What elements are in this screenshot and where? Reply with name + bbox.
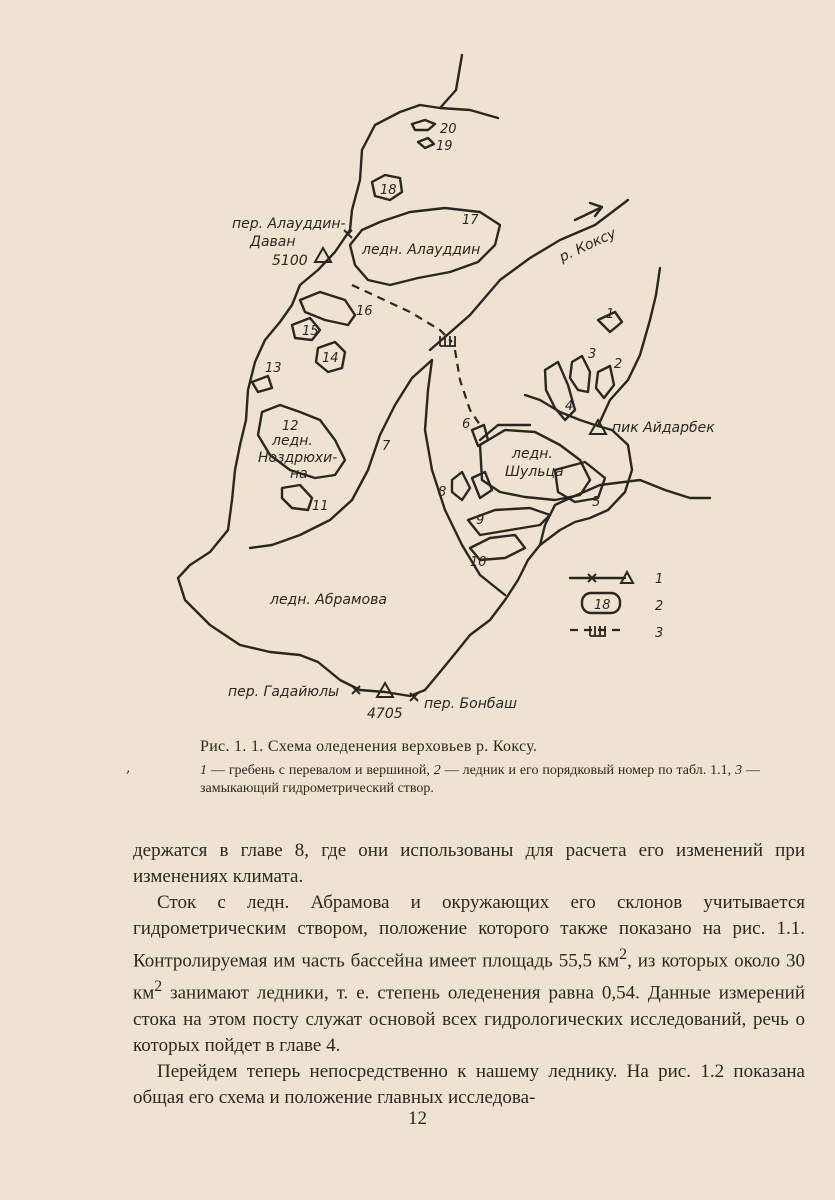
paragraph-2-part-a: Сток с ледн. Абрамова и окружающих его склонов учитывается гидрометрическим створом, положение которого также показано на рис. 1.1. Контролируемая им часть бассейна имеет площадь 55,5 км <box>133 892 805 972</box>
label-peak-aidarbek: пик Айдарбек <box>612 420 715 436</box>
ridge-aidarbek <box>598 268 660 426</box>
label-pass-alauddin-2: Даван <box>250 234 296 250</box>
figure-caption <box>200 738 760 798</box>
glacier-11-outline <box>282 485 312 510</box>
label-nozdr-2: Ноздрюхи- <box>258 450 338 466</box>
stray-mark: , <box>126 760 131 776</box>
label-elev-5100: 5100 <box>272 253 308 269</box>
page-number: 12 <box>408 1108 427 1129</box>
glacier-number-17: 17 <box>462 213 479 228</box>
glacier-13-outline <box>252 376 272 392</box>
superscript-2: 2 <box>154 978 163 996</box>
caption-body <box>200 762 760 798</box>
paragraph-2 <box>133 890 805 1059</box>
caption-num-3: 3 <box>735 763 743 778</box>
glacier-number-14: 14 <box>322 351 339 366</box>
glacier-number-19: 19 <box>436 139 453 154</box>
glacier-number-5: 5 <box>592 495 601 510</box>
glacier-number-9: 9 <box>476 513 485 528</box>
caption-text-3: — замыкающий гидрометрический створ. <box>200 763 760 796</box>
glacier-20-outline <box>412 120 435 130</box>
glacier-8-outline <box>452 472 470 500</box>
river-line <box>430 200 628 350</box>
glacier-number-8: 8 <box>438 485 447 500</box>
boundary-south <box>360 545 540 696</box>
legend-number-1: 1 <box>655 572 664 587</box>
glacier-number-6: 6 <box>462 417 471 432</box>
glacier-number-12: 12 <box>282 419 299 434</box>
glaciation-map <box>160 40 760 740</box>
label-nozdr-3: на <box>290 466 308 482</box>
glacier-19-outline <box>418 138 434 148</box>
glacier-number-11: 11 <box>312 499 329 514</box>
caption-title: Рис. 1. 1. Схема оледенения верховьев р. Коксу. <box>200 738 538 755</box>
glacier-3-outline <box>570 356 590 392</box>
superscript-1: 2 <box>619 946 628 963</box>
legend-number-3: 3 <box>655 626 664 641</box>
glacier-number-10: 10 <box>470 555 487 570</box>
label-pass-gadaiyuly: пер. Гадайюлы <box>228 684 340 700</box>
dash-divide-east <box>455 350 480 425</box>
gauge-marker <box>440 336 456 346</box>
body-text <box>133 838 805 1111</box>
paragraph-2-part-c: занимают ледники, т. е. степень оледенения равна 0,54. Данные измерений стока на этом посту служат основой всех гидрологических исследований, речь о которых пойдет в главе 4. <box>133 982 805 1056</box>
label-river-koksu: р. Коксу <box>556 225 619 266</box>
glacier-number-2: 2 <box>614 357 623 372</box>
label-elev-4705: 4705 <box>367 706 403 722</box>
glacier-number-1: 1 <box>606 307 615 322</box>
legend-number-2: 2 <box>655 599 664 614</box>
caption-text-1: — гребень с перевалом и вершиной, <box>207 763 434 778</box>
legend-sample-number: 18 <box>594 598 611 613</box>
caption-num-1: 1 <box>200 763 207 778</box>
peak-4705-triangle <box>377 683 393 697</box>
glacier-number-16: 16 <box>356 304 373 319</box>
ridge-aidarbek-west <box>525 395 598 426</box>
glacier-2-outline <box>596 366 614 398</box>
caption-text-2: — ледник и его порядковый номер по табл. 1.1, <box>440 763 736 778</box>
label-pass-alauddin-1: пер. Алауддин- <box>232 216 346 232</box>
glacier-number-15: 15 <box>302 324 319 339</box>
glacier-number-18: 18 <box>380 183 397 198</box>
map-drawing <box>160 40 760 740</box>
label-glacier-alauddin: ледн. Алауддин <box>362 242 481 258</box>
paragraph-2-part-b: , из которых около 30 км <box>133 950 806 1004</box>
glacier-number-20: 20 <box>440 122 457 137</box>
label-nozdr-1: ледн. <box>272 433 313 449</box>
label-schulz-2: Шульца <box>505 464 564 480</box>
caption-num-2: 2 <box>433 763 441 778</box>
glacier-number-13: 13 <box>265 361 282 376</box>
glacier-number-7: 7 <box>382 439 391 454</box>
paragraph-1: держатся в главе 8, где они использованы для расчета его изменений при изменениях климата. <box>133 840 805 887</box>
label-schulz-1: ледн. <box>512 446 553 462</box>
glacier-16-outline <box>300 292 355 325</box>
label-glacier-abramov: ледн. Абрамова <box>270 592 387 608</box>
paragraph-3: Перейдем теперь непосредственно к нашему леднику. На рис. 1.2 показана общая его схема и положение главных исследова- <box>133 1060 805 1108</box>
label-pass-bonbash: пер. Бонбаш <box>424 696 517 712</box>
ridge-northeast <box>440 108 498 118</box>
glacier-number-3: 3 <box>588 347 597 362</box>
glacier-number-4: 4 <box>565 399 574 414</box>
